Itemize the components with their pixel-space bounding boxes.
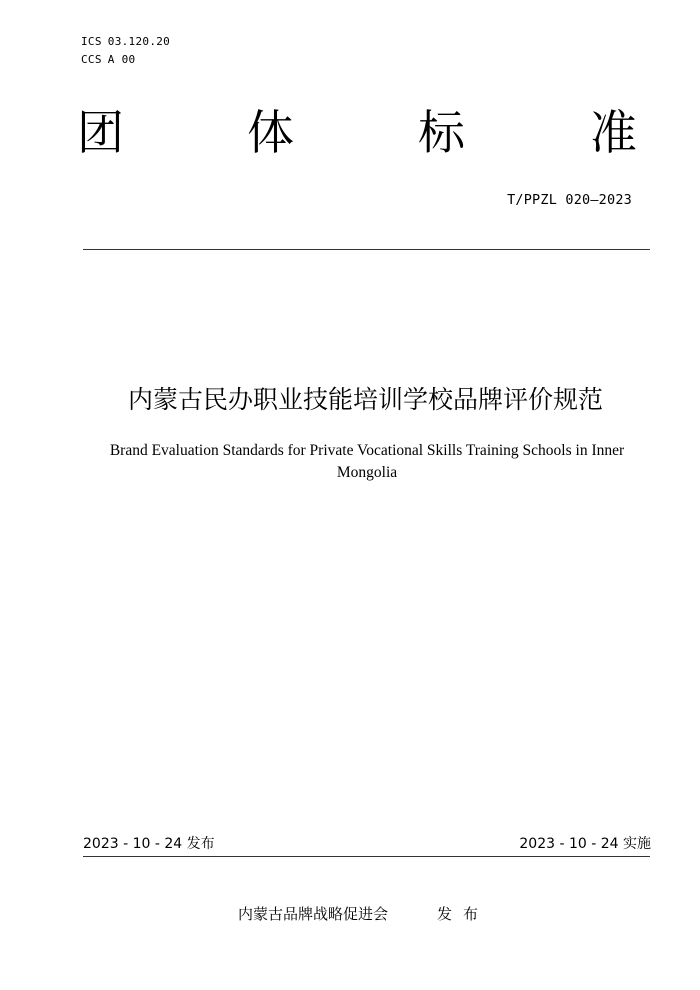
- ccs-code: A 00: [107, 53, 136, 66]
- header-divider: [83, 249, 650, 250]
- ics-classification: [81, 35, 170, 49]
- publisher-name: 内蒙古品牌战略促进会: [238, 905, 389, 923]
- issue-date: 2023 - 10 - 24 发布: [83, 836, 215, 852]
- english-title: Brand Evaluation Standards for Private Vocational Skills Training Schools in Inner Mongolia: [109, 442, 625, 481]
- standard-type-char-2: 体: [247, 106, 294, 161]
- standard-type-char-3: 标: [418, 106, 465, 161]
- chinese-title: 内蒙古民办职业技能培训学校品牌评价规范: [127, 385, 603, 414]
- implementation-date: 2023 - 10 - 24 实施: [519, 836, 651, 852]
- standard-number: T/PPZL 020—2023: [507, 192, 632, 208]
- footer-divider: [83, 856, 650, 857]
- ccs-classification: [81, 53, 135, 67]
- ics-code: 03.120.20: [107, 35, 171, 48]
- standard-type-char-4: 准: [590, 106, 637, 161]
- ics-label: ICS: [81, 35, 102, 48]
- standard-type-char-1: 团: [77, 106, 124, 161]
- publish-label: 发布: [437, 905, 490, 923]
- ccs-label: CCS: [81, 53, 102, 66]
